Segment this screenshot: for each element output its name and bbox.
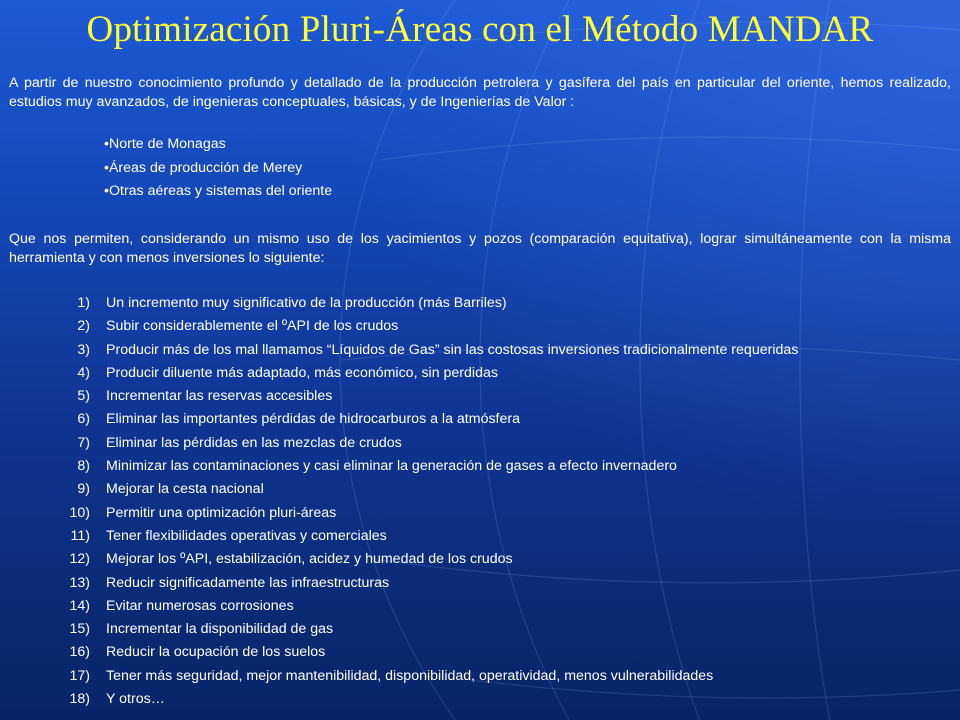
item-text: Eliminar las pérdidas en las mezclas de crudos [106, 434, 402, 451]
bullet-item: •Otras aéreas y sistemas del oriente [104, 183, 333, 199]
item-text: Producir diluente más adaptado, más económico, sin perdidas [106, 364, 498, 381]
item-text: Evitar numerosas corrosiones [106, 597, 294, 614]
item-text: Permitir una optimización pluri-áreas [106, 504, 337, 521]
item-text: Mejorar los ºAPI, estabilización, acidez y humedad de los crudos [106, 551, 513, 568]
item-text: Eliminar las importantes pérdidas de hidrocarburos a la atmósfera [106, 411, 521, 428]
item-number: 10) [69, 504, 90, 521]
item-number: 6) [77, 411, 90, 428]
item-number: 16) [69, 644, 90, 661]
item-text: Y otros… [106, 691, 165, 708]
item-number: 3) [77, 341, 90, 358]
slide-title: Optimización Pluri-Áreas con el Método MANDAR [86, 9, 874, 50]
item-text: Tener flexibilidades operativas y comerciales [106, 527, 387, 544]
item-number: 7) [77, 434, 90, 451]
bullet-item: •Norte de Monagas [104, 136, 226, 152]
item-number: 15) [69, 621, 90, 638]
item-number: 11) [70, 527, 90, 544]
item-text: Un incremento muy significativo de la producción (más Barriles) [106, 295, 507, 311]
item-number: 12) [69, 551, 90, 568]
item-number: 14) [69, 597, 90, 614]
item-text: Subir considerablemente el ºAPI de los crudos [106, 318, 399, 335]
area-bullet-list [104, 135, 332, 206]
item-number: 18) [69, 691, 90, 708]
item-text: Mejorar la cesta nacional [106, 481, 264, 498]
item-number: 8) [77, 458, 90, 475]
item-number: 1) [77, 295, 90, 311]
item-text: Reducir la ocupación de los suelos [106, 644, 326, 661]
item-number: 13) [69, 574, 90, 591]
item-text: Tener más seguridad, mejor mantenibilidad, disponibilidad, operatividad, menos vulnerabilidades [106, 667, 714, 684]
bullet-item: •Áreas de producción de Merey [104, 159, 303, 176]
item-text: Incrementar la disponibilidad de gas [106, 621, 334, 638]
item-text: Minimizar las contaminaciones y casi eliminar la generación de gases a efecto invernadero [106, 458, 677, 475]
item-text: Incrementar las reservas accesibles [106, 388, 333, 405]
item-number: 5) [77, 388, 90, 405]
item-number: 9) [77, 481, 90, 498]
item-number: 2) [77, 318, 90, 335]
item-number: 17) [69, 667, 90, 684]
item-number: 4) [77, 364, 90, 381]
intro-paragraph: A partir de nuestro conocimiento profundo y detallado de la producción petrolera y gasífera del país en particular del oriente, hemos realizado, estudios muy avanzados, de ingenieras conceptuales, básicas, y de Ingenierías de Valor : [9, 75, 951, 110]
item-text: Reducir significadamente las infraestructuras [106, 574, 390, 591]
lead-paragraph: Que nos permiten, considerando un mismo uso de los yacimientos y pozos (comparación equitativa), lograr simultáneamente con la misma herramienta y con menos inversiones lo siguiente: [9, 231, 951, 266]
item-text: Producir más de los mal llamamos “Líquidos de Gas” sin las costosas inversiones tradicionalmente requeridas [106, 341, 799, 358]
